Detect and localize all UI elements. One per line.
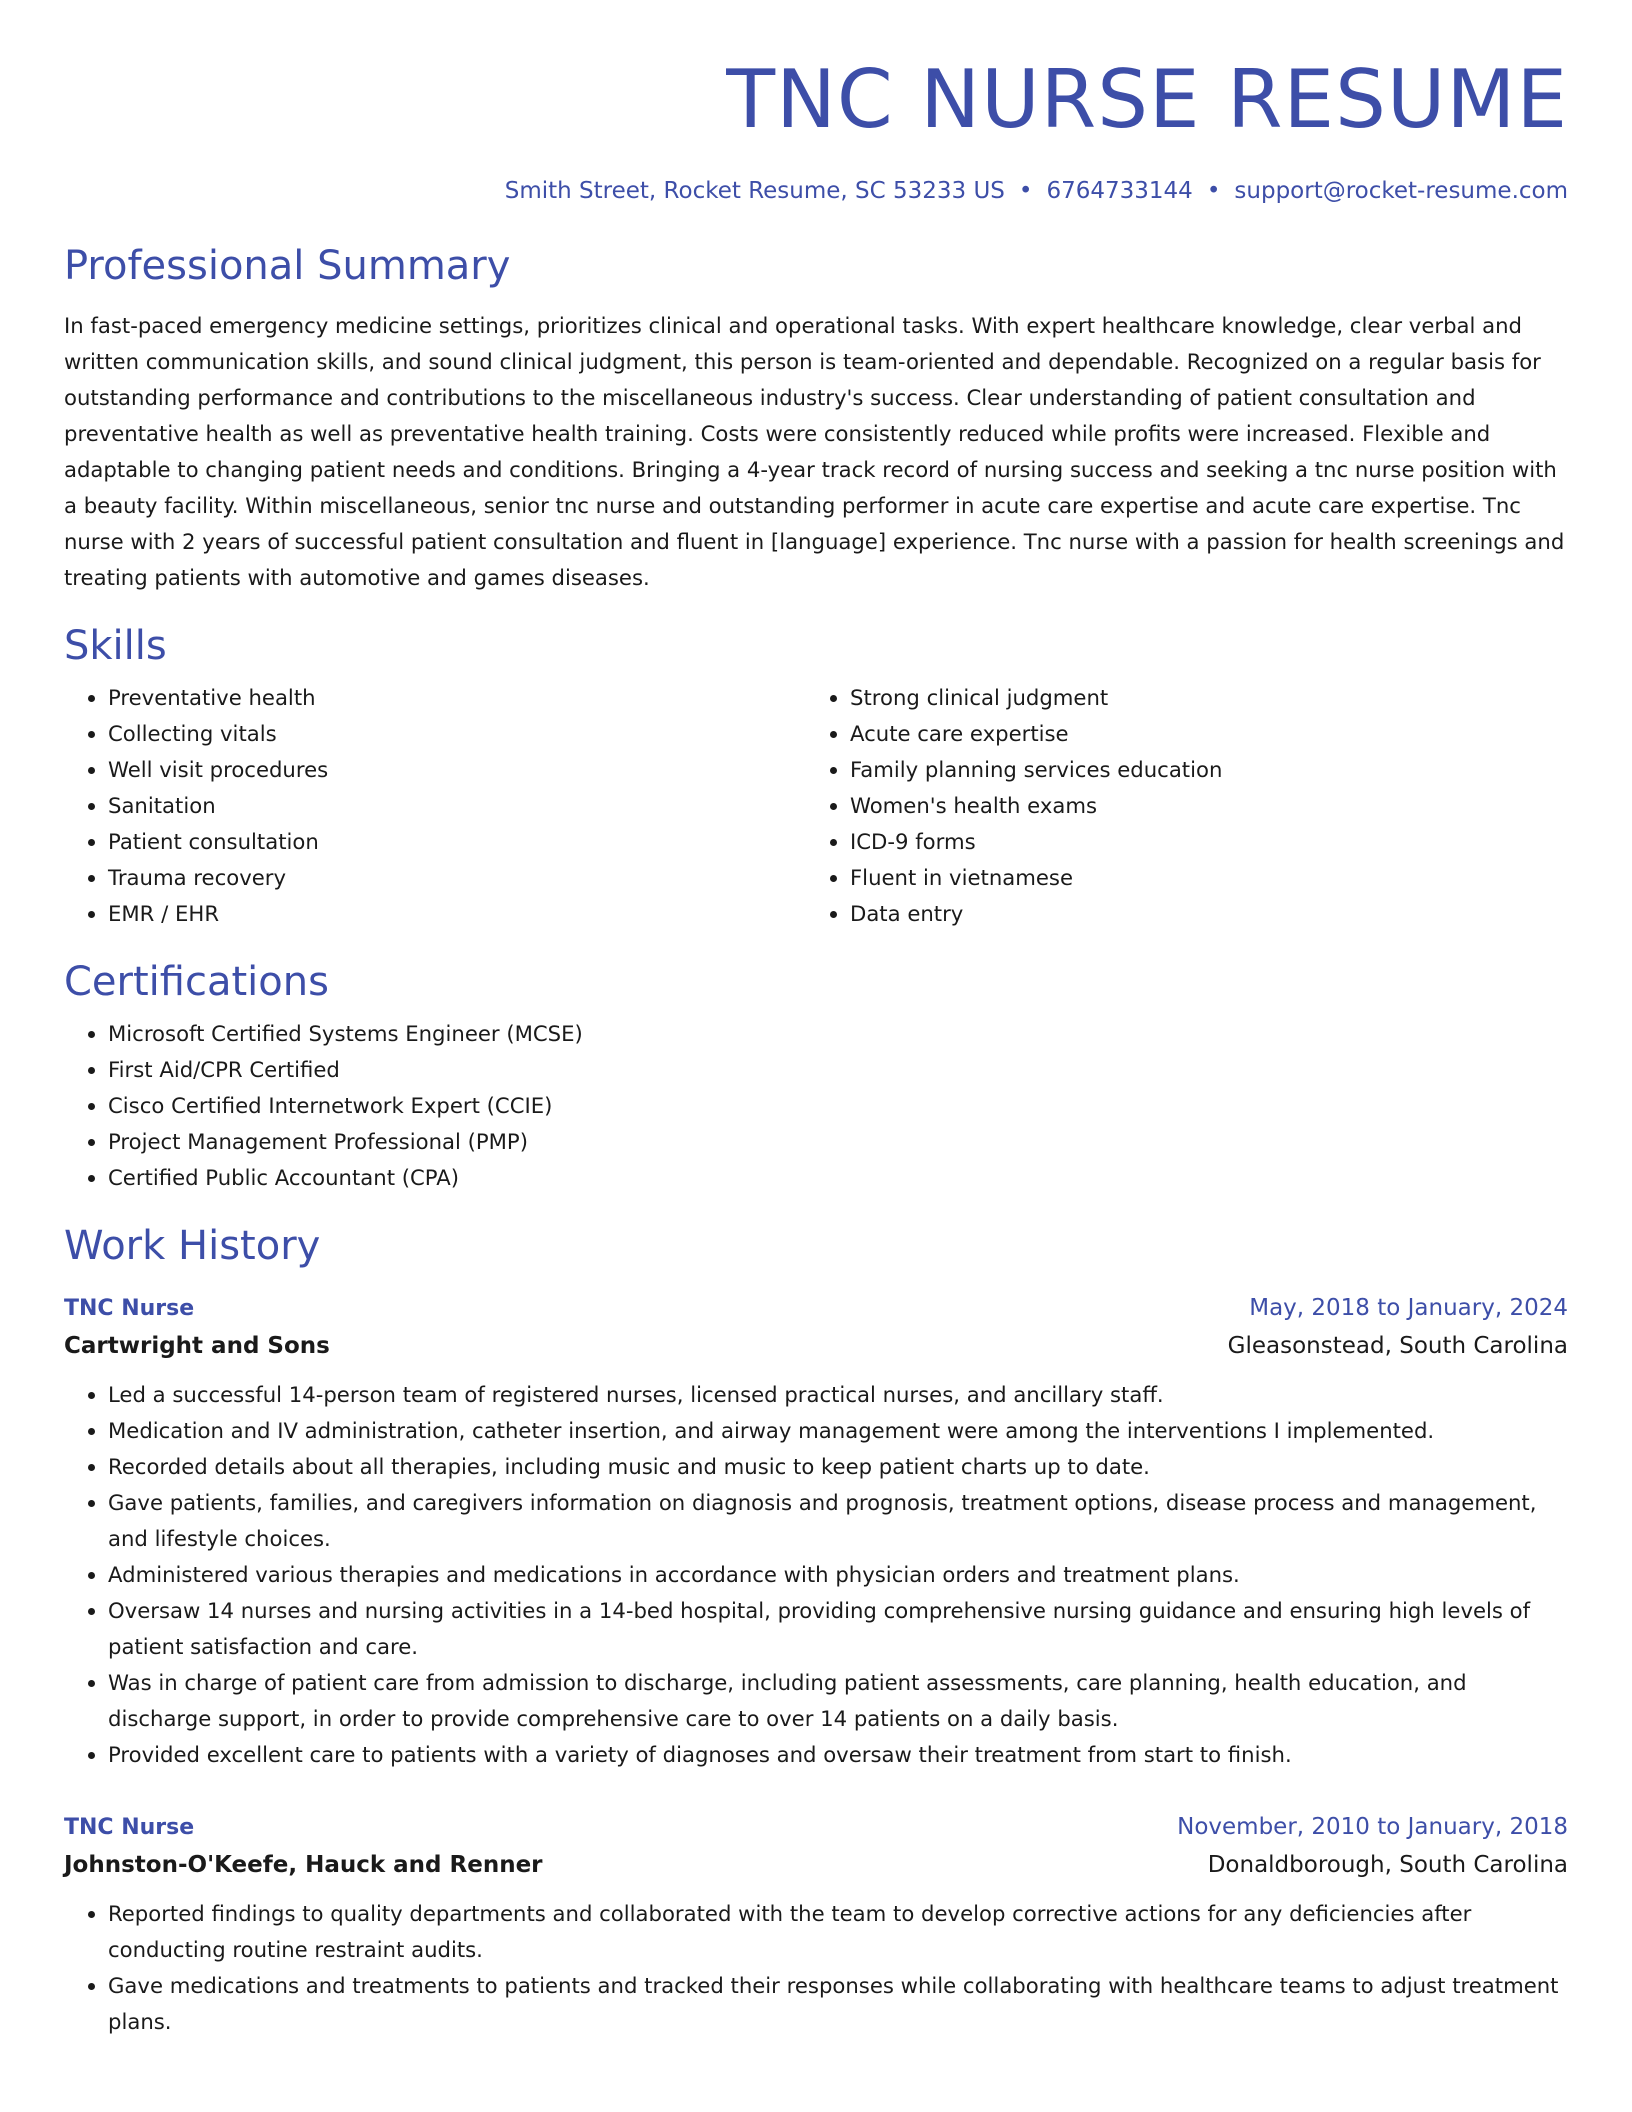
job-location: Gleasonstead, South Carolina	[1227, 1332, 1568, 1359]
job-company: Johnston-O'Keefe, Hauck and Renner	[64, 1851, 543, 1878]
skills-right-list	[806, 680, 1566, 932]
job-title-row	[64, 1290, 1568, 1327]
job-location: Donaldborough, South Carolina	[1207, 1851, 1568, 1878]
skill-item: • Acute care expertise	[850, 716, 1566, 752]
skills-heading: Skills	[64, 622, 167, 669]
certification-item: • Microsoft Certified Systems Engineer (MCSE)	[108, 1016, 1568, 1052]
job-company-row	[64, 1327, 1568, 1365]
contact-phone: 6764733144	[1046, 178, 1193, 204]
job-bullet: • Gave medications and treatments to patients and tracked their responses while collaborating with healthcare teams to adjust treatment plans.	[108, 1968, 1568, 2040]
job-bullet: • Oversaw 14 nurses and nursing activities in a 14-bed hospital, providing comprehensive nursing guidance and ensuring high levels of patient satisfaction and care.	[108, 1593, 1568, 1665]
work-history-heading: Work History	[64, 1222, 321, 1269]
skill-item: • Women's health exams	[850, 788, 1566, 824]
job-bullet: • Led a successful 14-person team of registered nurses, licensed practical nurses, and ancillary staff.	[108, 1377, 1568, 1413]
certification-item: • Cisco Certified Internetwork Expert (CCIE)	[108, 1088, 1568, 1124]
skill-item: • ICD-9 forms	[850, 824, 1566, 860]
job-bullet: • Administered various therapies and medications in accordance with physician orders and treatment plans.	[108, 1557, 1568, 1593]
job-dates: May, 2018 to January, 2024	[1249, 1294, 1568, 1321]
skills-section	[64, 622, 1568, 932]
certification-item: • Certified Public Accountant (CPA)	[108, 1160, 1568, 1196]
contact-separator: •	[1206, 178, 1221, 204]
certifications-list	[64, 1016, 1568, 1196]
skill-item: • Preventative health	[108, 680, 806, 716]
job-bullet: • Medication and IV administration, catheter insertion, and airway management were among the interventions I implemented.	[108, 1413, 1568, 1449]
job-bullet: • Reported findings to quality departments and collaborated with the team to develop corrective actions for any deficiencies after conducting routine restraint audits.	[108, 1896, 1568, 1968]
contact-address: Smith Street, Rocket Resume, SC 53233 US	[504, 178, 1005, 204]
resume-header	[64, 52, 1568, 206]
certification-item: • First Aid/CPR Certified	[108, 1052, 1568, 1088]
contact-line	[64, 178, 1568, 206]
job-title-row	[64, 1809, 1568, 1846]
skill-item: • Family planning services education	[850, 752, 1566, 788]
certifications-heading: Certifications	[64, 958, 329, 1005]
skills-right-column	[806, 680, 1566, 932]
skill-item: • Sanitation	[108, 788, 806, 824]
skill-item: • Well visit procedures	[108, 752, 806, 788]
job-company-row	[64, 1846, 1568, 1884]
work-history-section	[64, 1222, 1568, 2040]
certification-item: • Project Management Professional (PMP)	[108, 1124, 1568, 1160]
skill-item: • Data entry	[850, 896, 1566, 932]
summary-text: In fast-paced emergency medicine settings, prioritizes clinical and operational tasks. With expert healthcare knowledge, clear verbal and written communication skills, and sound clinical judgment, this person is team-oriented and dependable. Recognized on a regular basis for outstanding performance and contributions to the miscellaneous industry's success. Clear understanding of patient consultation and preventative health as well as preventative health training. Costs were consistently reduced while profits were increased. Flexible and adaptable to changing patient needs and conditions. Bringing a 4-year track record of nursing success and seeking a tnc nurse position with a beauty facility. Within miscellaneous, senior tnc nurse and outstanding performer in acute care expertise and acute care expertise. Tnc nurse with 2 years of successful patient consultation and fluent in [language] experience. Tnc nurse with a passion for health screenings and treating patients with automotive and games diseases.	[64, 312, 1565, 590]
job-entry	[64, 1809, 1568, 2040]
resume-name: TNC NURSE RESUME	[726, 53, 1568, 146]
skills-left-column	[64, 680, 806, 932]
skills-columns	[64, 680, 1568, 932]
certifications-section	[64, 958, 1568, 1196]
skills-left-list	[64, 680, 806, 932]
skill-item: • Trauma recovery	[108, 860, 806, 896]
skill-item: • Strong clinical judgment	[850, 680, 1566, 716]
job-bullets	[64, 1896, 1568, 2040]
job-dates: November, 2010 to January, 2018	[1177, 1813, 1568, 1840]
skill-item: • Collecting vitals	[108, 716, 806, 752]
skill-item: • Patient consultation	[108, 824, 806, 860]
skill-item: • EMR / EHR	[108, 896, 806, 932]
job-bullet: • Gave patients, families, and caregivers information on diagnosis and prognosis, treatment options, disease process and management, and lifestyle choices.	[108, 1485, 1568, 1557]
contact-separator: •	[1018, 178, 1033, 204]
job-bullets	[64, 1377, 1568, 1773]
summary-heading: Professional Summary	[64, 242, 511, 289]
job-bullet: • Recorded details about all therapies, including music and music to keep patient charts up to date.	[108, 1449, 1568, 1485]
job-company: Cartwright and Sons	[64, 1332, 330, 1359]
skill-item: • Fluent in vietnamese	[850, 860, 1566, 896]
job-bullet: • Was in charge of patient care from admission to discharge, including patient assessments, care planning, health education, and discharge support, in order to provide comprehensive care to over 14 patients on a daily basis.	[108, 1665, 1568, 1737]
summary-section	[64, 242, 1568, 596]
job-entry	[64, 1290, 1568, 1773]
job-title: TNC Nurse	[64, 1295, 195, 1321]
job-bullet: • Provided excellent care to patients with a variety of diagnoses and oversaw their treatment from start to finish.	[108, 1737, 1568, 1773]
contact-email: support@rocket-resume.com	[1234, 178, 1568, 204]
job-title: TNC Nurse	[64, 1814, 195, 1840]
